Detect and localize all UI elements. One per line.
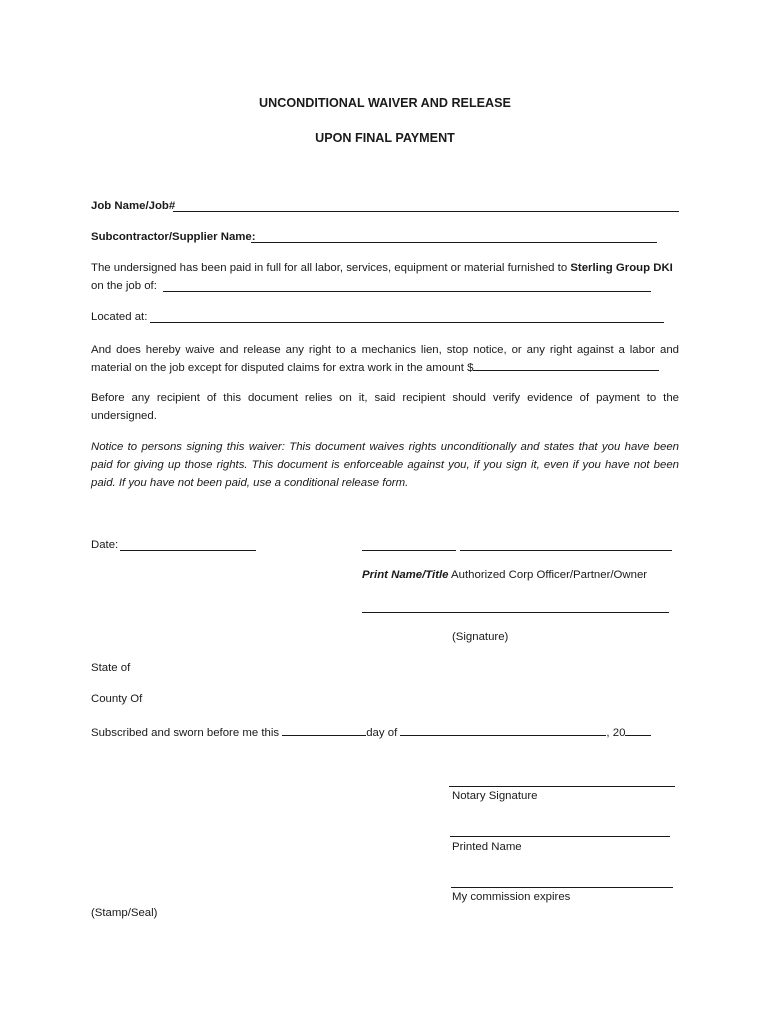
job-name-label: Job Name/Job# <box>91 200 176 212</box>
document-subtitle: UPON FINAL PAYMENT <box>315 131 455 145</box>
printed-name-caption: Printed Name <box>452 841 522 853</box>
located-field[interactable] <box>150 322 664 323</box>
date-field[interactable] <box>120 550 256 551</box>
amount-field[interactable] <box>473 359 659 371</box>
paid-company: Sterling Group DKI <box>570 262 673 274</box>
stamp-seal-label: (Stamp/Seal) <box>91 907 158 919</box>
notary-signature-caption: Notary Signature <box>452 790 538 802</box>
print-title-field[interactable] <box>460 550 672 551</box>
sworn-day-field[interactable] <box>282 724 366 736</box>
date-label: Date: <box>91 539 119 551</box>
commission-caption: My commission expires <box>452 891 571 903</box>
waive-statement: And does hereby waive and release any right to a mechanics lien, stop notice, or any right against a labor and material on the job except for disputed claims for extra work in the amount $ <box>91 344 679 374</box>
subcontractor-label: Subcontractor/Supplier Name: <box>91 231 256 243</box>
printed-name-field[interactable] <box>450 836 670 837</box>
sworn-statement: Subscribed and sworn before me this day of , 20 <box>91 724 651 739</box>
job-name-field[interactable] <box>173 211 679 212</box>
document-title: UNCONDITIONAL WAIVER AND RELEASE <box>259 96 511 110</box>
signature-caption: (Signature) <box>452 631 509 643</box>
print-name-title-caption: Print Name/Title Authorized Corp Officer/Partner/Owner <box>362 569 648 581</box>
verify-statement: Before any recipient of this document relies on it, said recipient should verify evidence of payment to the undersigned. <box>91 392 679 422</box>
state-label: State of <box>91 662 131 674</box>
located-label: Located at: <box>91 311 148 323</box>
on-job-field[interactable] <box>163 291 651 292</box>
subcontractor-field[interactable] <box>251 242 657 243</box>
notice-statement: Notice to persons signing this waiver: This document waives rights unconditionally and states that you have been paid for giving up those rights. This document is enforceable against you, if you sign it, even if you have not been paid. If you have not been paid, use a conditional release form. <box>91 441 679 489</box>
paid-statement: The undersigned has been paid in full for all labor, services, equipment or material furnished to Sterling Group DKI <box>91 262 673 274</box>
county-label: County Of <box>91 693 143 705</box>
signature-field[interactable] <box>362 612 669 613</box>
on-job-label: on the job of: <box>91 280 157 292</box>
print-name-field[interactable] <box>362 550 456 551</box>
commission-field[interactable] <box>451 887 673 888</box>
sworn-year-field[interactable] <box>625 724 651 736</box>
sworn-month-field[interactable] <box>400 724 606 736</box>
notary-signature-field[interactable] <box>449 786 675 787</box>
